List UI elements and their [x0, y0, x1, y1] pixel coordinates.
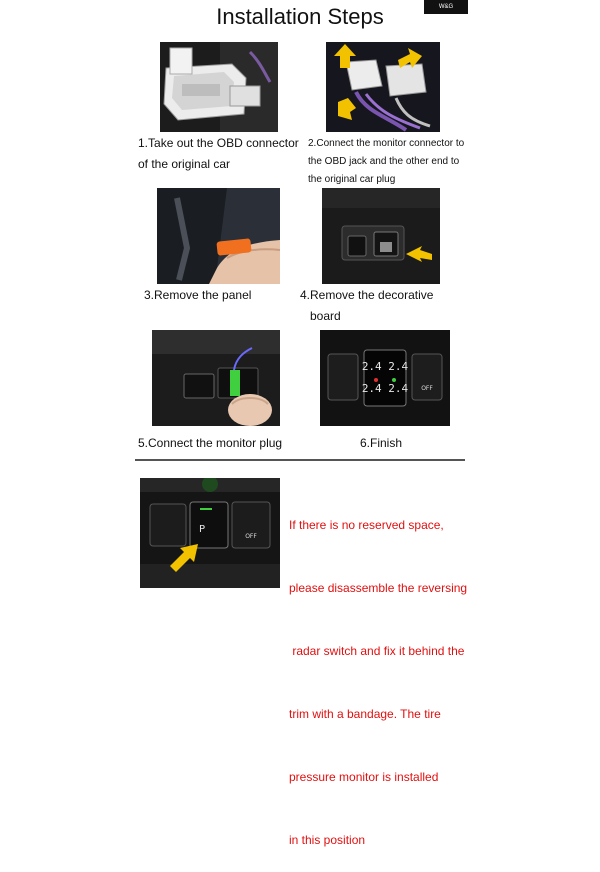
- note-line: please disassemble the reversing: [289, 581, 468, 595]
- note-line: pressure monitor is installed: [289, 770, 439, 784]
- step-4-caption: [300, 285, 470, 327]
- step-3-caption: [144, 285, 304, 306]
- step-2-caption: [308, 135, 478, 189]
- step-5-photo: [152, 330, 280, 426]
- step-1-caption: [138, 133, 308, 175]
- step-6-line-1: 6.Finish: [360, 436, 403, 450]
- step-1-line-2: of the original car: [138, 157, 231, 171]
- step-1-photo: [160, 42, 278, 132]
- off-label: OFF: [245, 533, 257, 540]
- step-2-line-3: the original car plug: [308, 174, 396, 185]
- page-title: Installation Steps: [216, 4, 384, 29]
- note-line: trim with a bandage. The tire: [289, 707, 441, 721]
- step-6-caption: [360, 433, 440, 454]
- off-label: OFF: [421, 385, 433, 392]
- installation-note: [289, 473, 479, 872]
- step-2-line-1: 2.Connect the monitor connector to: [308, 138, 465, 149]
- step-2-line-2: the OBD jack and the other end to: [308, 156, 460, 167]
- note-line: in this position: [289, 833, 366, 847]
- step-5-line-1: 5.Connect the monitor plug: [138, 436, 283, 450]
- brand-logo: W&G: [424, 0, 468, 14]
- step-4-line-2: board: [310, 309, 341, 323]
- tpms-top-reading: 2.4 2.4: [361, 360, 409, 373]
- step-5-caption: [138, 433, 308, 454]
- step-2-photo: [326, 42, 440, 132]
- tpms-bottom-reading: 2.4 2.4: [361, 382, 409, 395]
- alternative-position-photo: [140, 478, 280, 588]
- connector-plug-icon: [230, 370, 240, 396]
- note-line: If there is no reserved space,: [289, 518, 444, 532]
- section-divider: [135, 459, 465, 461]
- step-4-photo: [322, 188, 440, 284]
- step-4-line-1: 4.Remove the decorative: [300, 288, 434, 302]
- park-label: P: [198, 524, 206, 535]
- note-line: radar switch and fix it behind the: [289, 644, 465, 658]
- step-6-photo: [320, 330, 450, 426]
- step-1-line-1: 1.Take out the OBD connector: [138, 136, 299, 150]
- step-3-photo: [157, 188, 280, 284]
- step-3-line-1: 3.Remove the panel: [144, 288, 252, 302]
